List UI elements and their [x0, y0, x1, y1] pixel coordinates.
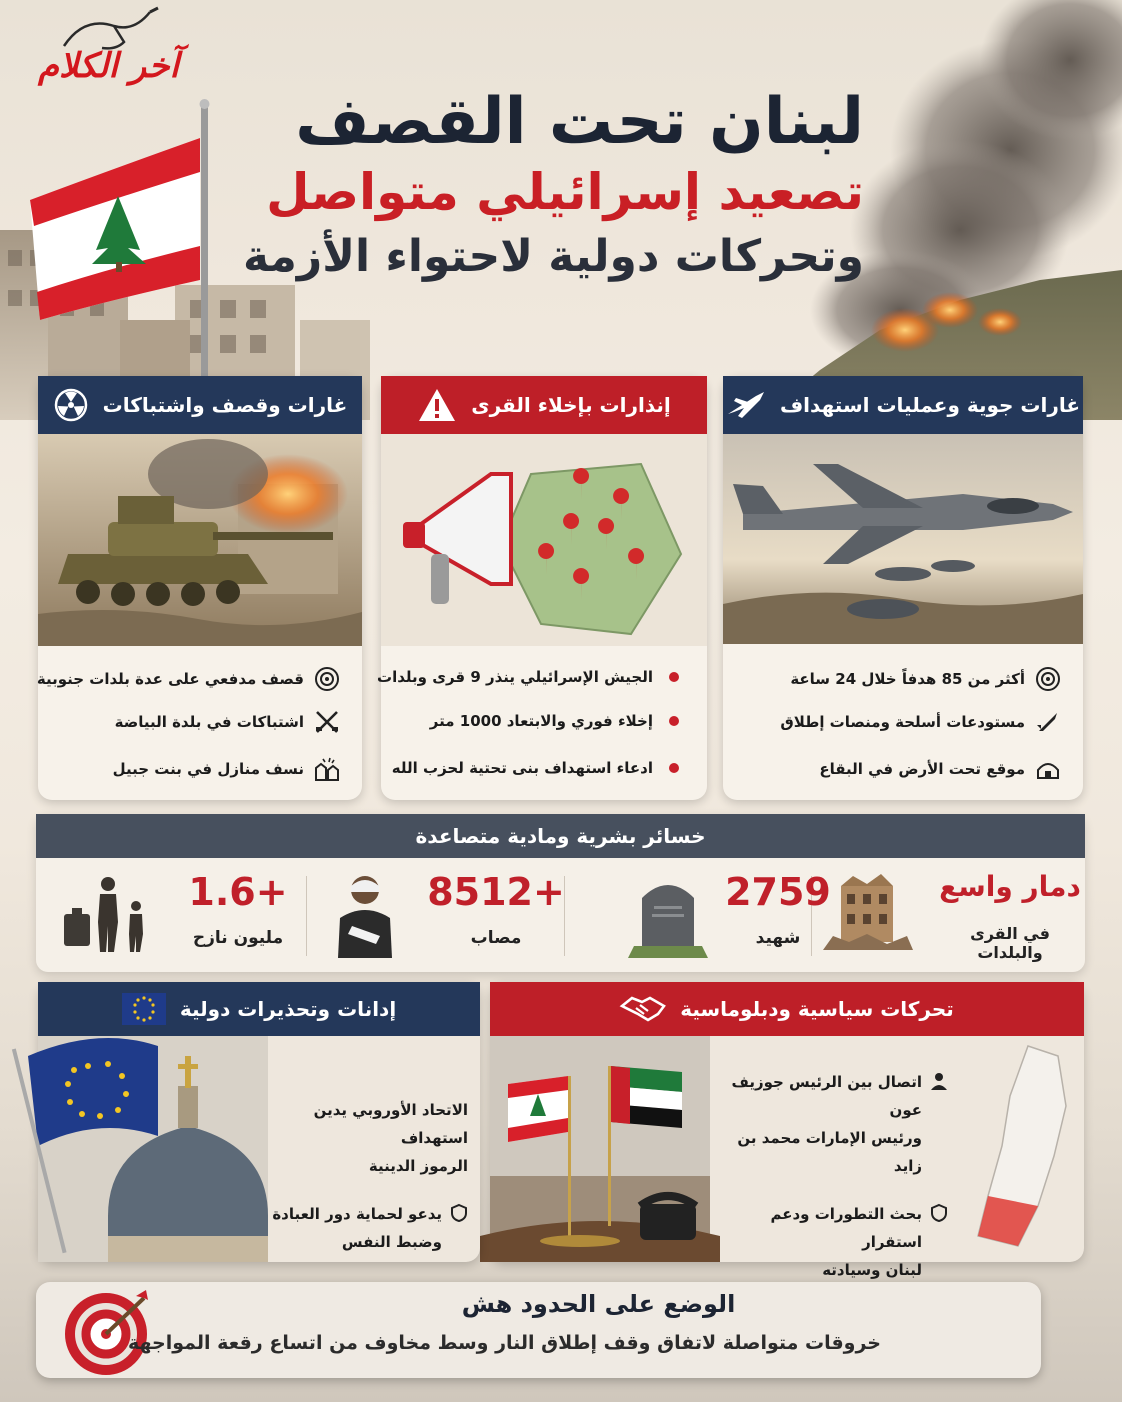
evacuation-item-3 — [393, 759, 685, 777]
stat-displaced-label: مليون نازح — [192, 928, 284, 948]
stat-destruction-label: في القرى والبلدات — [970, 924, 1050, 962]
handshake-icon — [620, 994, 666, 1024]
card-evacuation — [377, 376, 707, 800]
bullet-dot — [669, 716, 679, 726]
diplomacy-items — [708, 1068, 948, 1284]
border-status-subtitle: خروقات متواصلة لاتفاق وقف إطلاق النار وسط مخاوف من اتساع رقعة المواجهة — [127, 1332, 881, 1354]
stat-martyrs-label: شهيد — [755, 928, 801, 948]
airstrike-item-3 — [735, 756, 1061, 782]
shelling-item-2 — [50, 709, 340, 735]
card-diplomacy-title: تحركات سياسية ودبلوماسية — [680, 997, 954, 1021]
demolished-houses-icon — [314, 756, 340, 782]
card-airstrikes — [723, 376, 1083, 800]
person-icon — [930, 1072, 948, 1090]
target-icon — [1035, 666, 1061, 692]
stat-martyrs — [576, 858, 838, 972]
airstrike-item-1 — [735, 666, 1061, 692]
brand-logo — [18, 6, 198, 86]
condemnation-items — [248, 1068, 468, 1256]
fighter-jet-image — [723, 434, 1083, 644]
card-shelling — [38, 376, 362, 800]
evacuation-item-2 — [393, 712, 685, 730]
card-airstrikes-title: غارات جوية وعمليات استهداف — [779, 393, 1081, 417]
shelling-item-3-text: نسف منازل في بنت جبيل — [112, 760, 304, 778]
stat-destruction — [823, 858, 1085, 972]
stat-displaced — [46, 858, 308, 972]
airstrike-item-2 — [735, 709, 1061, 735]
shield-icon — [930, 1204, 948, 1222]
evacuation-item-1-text: الجيش الإسرائيلي ينذر 9 قرى وبلدات — [377, 668, 653, 686]
stat-injured — [316, 858, 578, 972]
missile-icon — [1035, 709, 1061, 735]
stat-displaced-value: 1.6+ — [188, 870, 288, 914]
shelling-item-1 — [36, 666, 340, 692]
card-diplomacy — [490, 982, 1084, 1279]
airstrike-item-1-text: أكثر من 85 هدفاً خلال 24 ساعة — [790, 670, 1025, 688]
jet-icon — [726, 388, 766, 422]
shelling-item-3 — [50, 756, 340, 782]
airstrike-item-2-text: مستودعات أسلحة ومنصات إطلاق — [780, 713, 1025, 731]
diplomacy-item-2-text: بحث التطورات ودعم استقرار لبنان وسيادته — [770, 1205, 922, 1279]
losses-strip — [36, 814, 1085, 972]
subtitle-red: تصعيد إسرائيلي متواصل — [266, 163, 864, 221]
stat-martyrs-value: 2759 — [725, 870, 831, 914]
card-condemnation — [38, 982, 480, 1262]
evacuation-item-2-text: إخلاء فوري والابتعاد 1000 متر — [429, 712, 653, 730]
lebanon-map-icon — [958, 1036, 1078, 1262]
border-status-bar — [36, 1282, 1041, 1378]
stat-injured-label: مصاب — [470, 928, 522, 948]
target-arrow-icon — [64, 1286, 154, 1376]
bullet-dot — [669, 763, 679, 773]
evacuation-item-1 — [377, 668, 685, 686]
shelling-item-2-text: اشتباكات في بلدة البياضة — [114, 713, 304, 731]
condemnation-item-1 — [248, 1068, 468, 1180]
bullet-dot — [669, 672, 679, 682]
logo-text: آخر الكلام — [38, 46, 179, 86]
card-airstrikes-header — [723, 376, 1083, 434]
diplomacy-item-1-text: اتصال بين الرئيس جوزيف عون ورئيس الإمارات محمد بن زايد — [731, 1073, 922, 1175]
megaphone-map-image — [381, 434, 707, 646]
card-evacuation-header — [381, 376, 707, 434]
target-icon — [314, 666, 340, 692]
card-diplomacy-header — [490, 982, 1084, 1036]
card-condemnation-header — [38, 982, 480, 1036]
evacuation-item-3-text: ادعاء استهداف بنى تحتية لحزب الله — [391, 759, 653, 777]
diplomacy-item-2 — [708, 1200, 948, 1284]
gravestone-icon — [628, 876, 708, 958]
airstrike-item-3-text: موقع تحت الأرض في البقاع — [819, 760, 1025, 778]
bunker-icon — [1035, 756, 1061, 782]
condemnation-item-2 — [248, 1200, 468, 1256]
stat-injured-value: 8512+ — [427, 870, 565, 914]
injured-person-icon — [330, 872, 400, 958]
eu-flag-icon — [122, 993, 166, 1025]
warning-icon — [417, 387, 457, 423]
main-title: لبنان تحت القصف — [295, 85, 864, 159]
stat-destruction-value: دمار واسع — [939, 870, 1081, 903]
flags-desk-image — [490, 1036, 710, 1262]
diplomacy-item-1 — [708, 1068, 948, 1180]
card-shelling-title: غارات وقصف واشتباكات — [102, 393, 348, 417]
condemnation-item-1-text: الاتحاد الأوروبي يدين استهداف الرموز الدينية — [313, 1101, 468, 1175]
card-condemnation-title: إدانات وتحذيرات دولية — [179, 997, 397, 1021]
condemnation-item-2-text: يدعو لحماية دور العبادة وضبط النفس — [272, 1205, 442, 1251]
crossed-rifles-icon — [314, 709, 340, 735]
radiation-icon — [53, 387, 89, 423]
card-evacuation-title: إنذارات بإخلاء القرى — [471, 393, 671, 417]
eu-flag-dome-image — [38, 1036, 268, 1262]
tank-battle-image — [38, 434, 362, 646]
shield-icon — [450, 1204, 468, 1222]
shelling-item-1-text: قصف مدفعي على عدة بلدات جنوبية — [36, 670, 304, 688]
subtitle-dark: وتحركات دولية لاحتواء الأزمة — [242, 231, 864, 282]
losses-title: خسائر بشرية ومادية متصاعدة — [36, 814, 1085, 858]
card-shelling-header — [38, 376, 362, 434]
displaced-family-icon — [60, 874, 160, 954]
border-status-title: الوضع على الحدود هش — [461, 1290, 736, 1318]
hero-titles — [224, 86, 864, 286]
